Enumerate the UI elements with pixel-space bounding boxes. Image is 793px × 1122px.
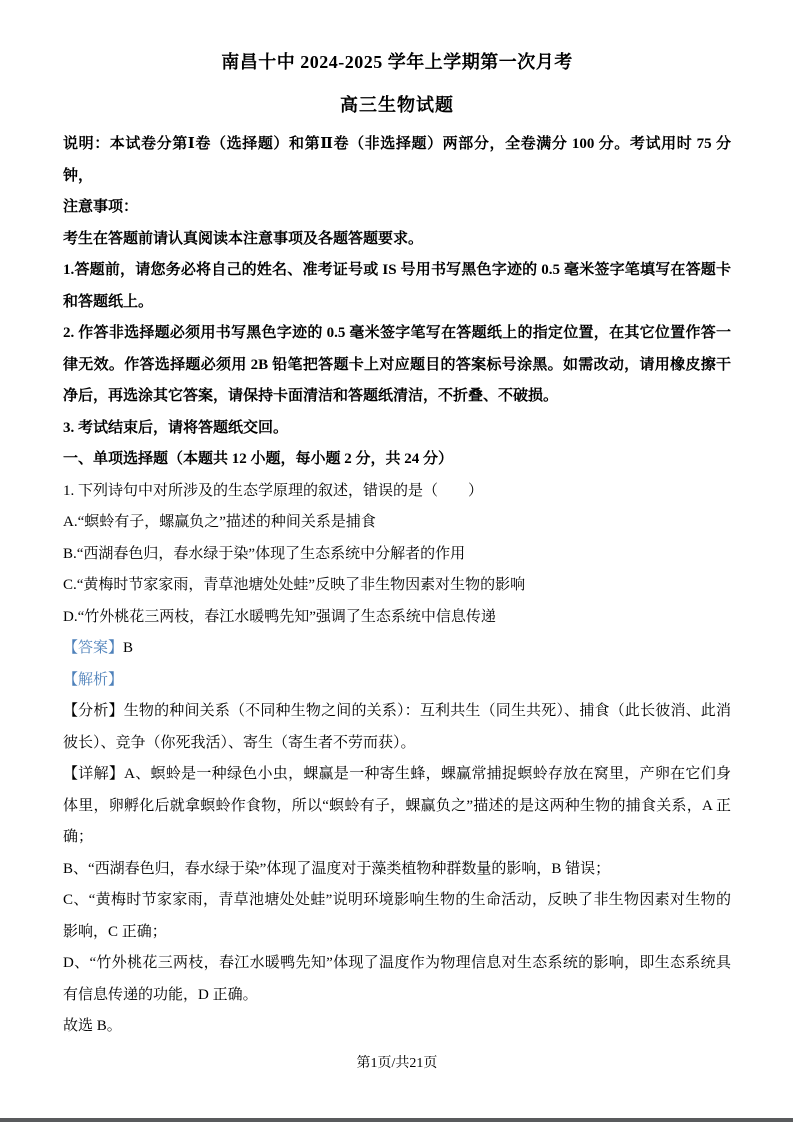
question-1-option-a: A.“螟蛉有子，螺赢负之”描述的种间关系是捕食: [63, 514, 376, 530]
page-bottom-edge: [0, 1118, 793, 1122]
exam-title: 南昌十中 2024-2025 学年上学期第一次月考: [221, 52, 573, 72]
notice-intro: 考生在答题前请认真阅读本注意事项及各题答题要求。: [63, 230, 424, 247]
instructions-overview: 说明：本试卷分第Ⅰ卷（选择题）和第Ⅱ卷（非选择题）两部分，全卷满分 100 分。考试用时 75 分钟，: [63, 136, 731, 184]
answer-label: 【答案】: [63, 640, 124, 656]
conclusion-line: 故选 B。: [63, 1018, 122, 1034]
answer-line: [63, 633, 731, 665]
exam-subtitle: 高三生物试题: [340, 95, 454, 115]
xiangjie-paragraph-d: D、“竹外桃花三两枝，春江水暖鸭先知”体现了温度作为物理信息对生态系统的影响，即生态系统具有信息传递的功能，D 正确。: [63, 955, 731, 1003]
xiangjie-paragraph-b: B、“西湖春色归，春水绿于染”体现了温度对于藻类植物种群数量的影响，B 错误；: [63, 860, 611, 877]
page-number: 第1页/共21页: [356, 1055, 438, 1071]
question-1-option-b: B.“西湖春色归，春水绿于染”体现了生态系统中分解者的作用: [63, 545, 466, 562]
section-heading: 一、单项选择题（本题共 12 小题，每小题 2 分，共 24 分）: [63, 451, 454, 467]
question-1-option-d: D.“竹外桃花三两枝，春江水暖鸭先知”强调了生态系统中信息传递: [63, 608, 496, 625]
question-1-stem: 1. 下列诗句中对所涉及的生态学原理的叙述，错误的是（ ）: [63, 482, 484, 499]
notice-item-3: 3. 考试结束后，请将答题纸交回。: [63, 419, 289, 436]
xiangjie-paragraph-c: C、“黄梅时节家家雨，青草池塘处处蛙”说明环境影响生物的生命活动，反映了非生物因素对生物的影响，C 正确；: [63, 892, 731, 940]
answer-value: B: [123, 640, 134, 656]
notice-item-1: 1.答题前，请您务必将自己的姓名、准考证号或 IS 号用书写黑色字迹的 0.5 毫米签字笔填写在答题卡和答题纸上。: [63, 262, 731, 310]
xiangjie-paragraph-a: 【详解】A、螟蛉是一种绿色小虫，蜾赢是一种寄生蜂，蜾赢常捕捉螟蛉存放在窝里，产卵在它们身体里，卵孵化后就拿螟蛉作食物，所以“螟蛉有子，蜾赢负之”描述的是这两种生物的捕食关系，A 正确；: [63, 766, 731, 845]
jiexi-line: [63, 665, 731, 697]
notice-heading: 注意事项：: [63, 199, 139, 215]
question-1-option-c: C.“黄梅时节家家雨，青草池塘处处蛙”反映了非生物因素对生物的影响: [63, 577, 526, 593]
jiexi-label: 【解析】: [63, 671, 124, 688]
fenxi-paragraph: 【分析】生物的种间关系（不同种生物之间的关系）：互利共生（同生共死）、捕食（此长彼消、此消彼长）、竞争（你死我活）、寄生（寄生者不劳而获）。: [63, 703, 731, 751]
notice-item-2: 2. 作答非选择题必须用书写黑色字迹的 0.5 毫米签字笔写在答题纸上的指定位置，在其它位置作答一律无效。作答选择题必须用 2B 铅笔把答题卡上对应题目的答案标号涂黑。如需改动，请用橡皮擦干净后，再选涂其它答案，请保持卡面清洁和答题纸清洁，不折叠、不破损。: [63, 325, 731, 404]
